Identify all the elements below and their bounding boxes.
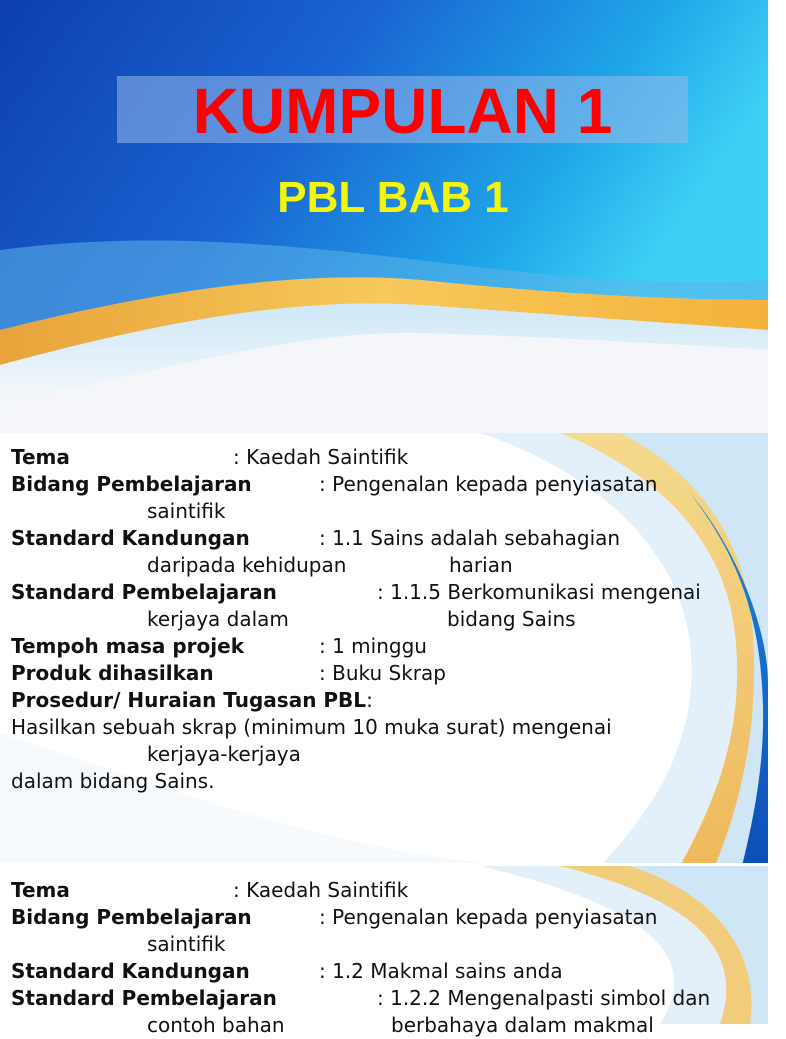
info-row (11, 877, 761, 904)
row-value: : 1.2 Makmal sains anda (319, 959, 563, 983)
procedure-colon: : (366, 688, 373, 712)
row-label: Standard Kandungan (11, 526, 250, 550)
title-slide (0, 0, 768, 433)
continuation-text: bidang Sains (447, 607, 576, 631)
slide-1-content (11, 444, 761, 795)
row-value: : Pengenalan kepada penyiasatan (319, 905, 658, 929)
info-row (11, 633, 761, 660)
procedure-label: Prosedur/ Huraian Tugasan PBL (11, 688, 367, 712)
continuation-text: daripada kehidupan (147, 553, 347, 577)
row-label: Tema (11, 878, 70, 902)
info-row (11, 660, 761, 687)
row-continuation (11, 552, 761, 579)
slide-2-content (11, 877, 761, 1039)
row-continuation (11, 498, 761, 525)
row-continuation (11, 931, 761, 958)
slide-main-title: KUMPULAN 1 (192, 75, 613, 147)
continuation-text: contoh bahan (147, 1013, 285, 1037)
info-row (11, 444, 761, 471)
row-label: Tema (11, 445, 70, 469)
info-row (11, 904, 761, 931)
procedure-text: dalam bidang Sains. (11, 769, 215, 793)
row-label: Standard Pembelajaran (11, 986, 277, 1010)
row-value: : 1 minggu (319, 634, 427, 658)
row-label: Bidang Pembelajaran (11, 472, 252, 496)
continuation-text: saintifik (147, 499, 226, 523)
row-label: Standard Pembelajaran (11, 580, 277, 604)
content-slide-2 (0, 866, 768, 1037)
row-label: Bidang Pembelajaran (11, 905, 252, 929)
row-value: : 1.1.5 Berkomunikasi mengenai (377, 580, 701, 604)
info-row (11, 985, 761, 1012)
content-slide-1 (0, 433, 768, 866)
slide-subtitle: PBL BAB 1 (277, 173, 509, 222)
info-row (11, 958, 761, 985)
row-value: : 1.2.2 Mengenalpasti simbol dan (377, 986, 711, 1010)
info-row (11, 579, 761, 606)
continuation-text: saintifik (147, 932, 226, 956)
row-continuation (11, 1012, 761, 1039)
row-value: : Kaedah Saintifik (233, 878, 409, 902)
procedure-text: kerjaya-kerjaya (147, 742, 301, 766)
row-value: : Kaedah Saintifik (233, 445, 409, 469)
row-label: Tempoh masa projek (11, 634, 244, 658)
row-value: : Buku Skrap (319, 661, 446, 685)
row-continuation (11, 606, 761, 633)
info-row (11, 471, 761, 498)
procedure-heading (11, 687, 761, 714)
row-value: : 1.1 Sains adalah sebahagian (319, 526, 621, 550)
continuation-text: berbahaya dalam makmal (391, 1013, 654, 1037)
row-value: : Pengenalan kepada penyiasatan (319, 472, 658, 496)
info-row (11, 525, 761, 552)
row-label: Produk dihasilkan (11, 661, 214, 685)
continuation-text: kerjaya dalam (147, 607, 289, 631)
continuation-text: harian (449, 553, 513, 577)
row-label: Standard Kandungan (11, 959, 250, 983)
procedure-text: Hasilkan sebuah skrap (minimum 10 muka surat) mengenai (11, 715, 612, 739)
